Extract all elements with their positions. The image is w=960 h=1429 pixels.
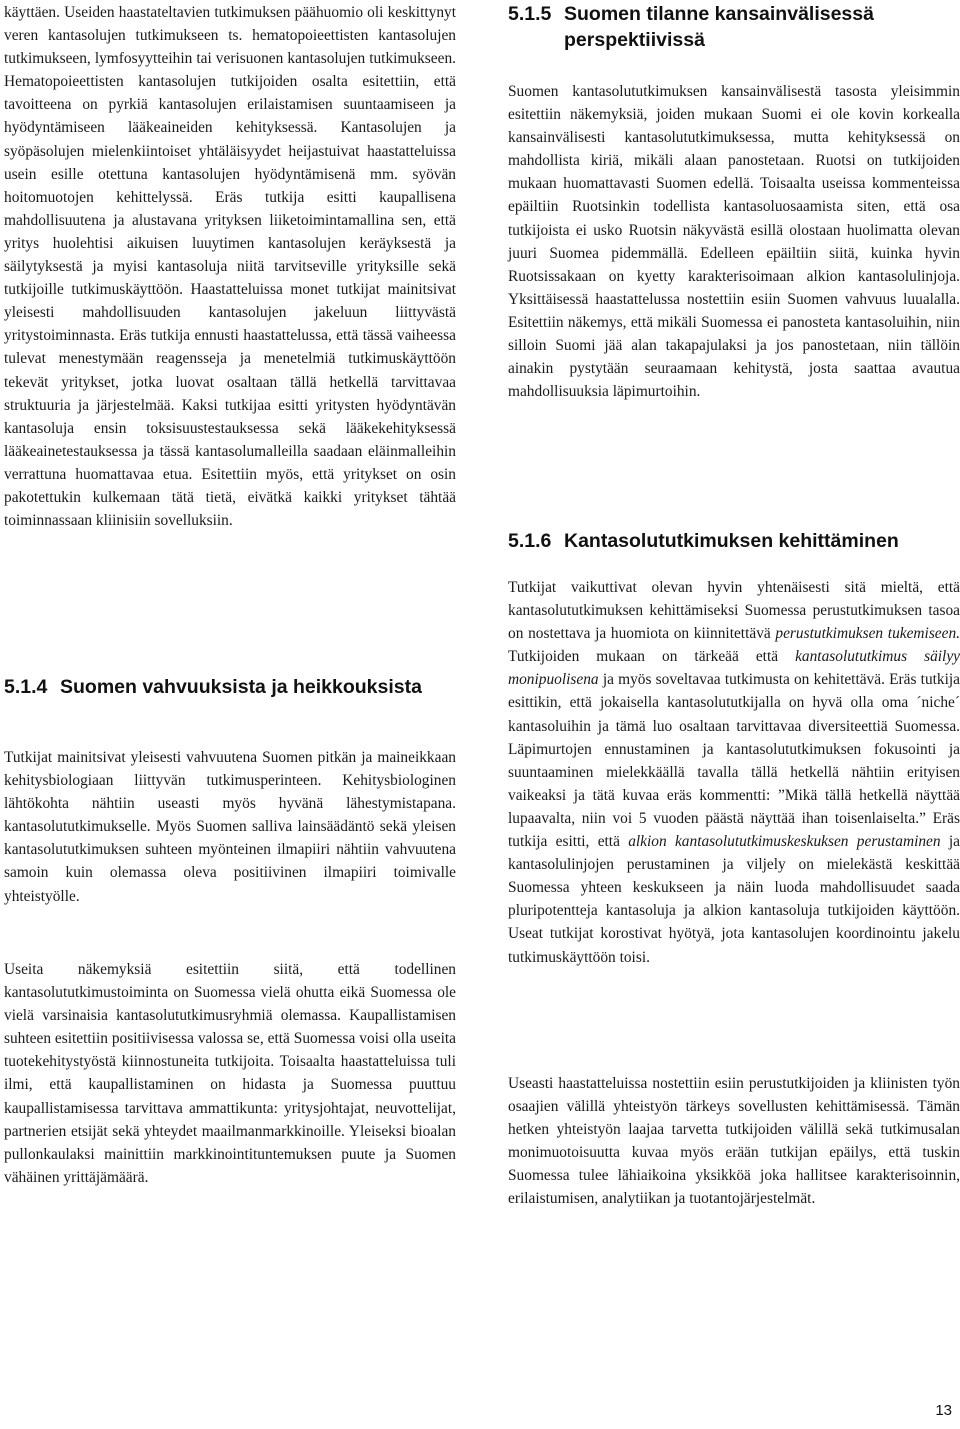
text-run: Tutkijat vaikuttivat olevan hyvin yhtenäisesti sitä mieltä, että kantasolututkimuksen kehittämiseksi Suomessa perustutkimuksen tasoa on nostettava ja huomiota on kiinnitettävä [508, 579, 960, 643]
section-heading-5-1-5 [508, 1, 960, 53]
emphasis-basic-research-support: perustutkimuksen tukemiseen. [775, 625, 960, 643]
paragraph-finland-weaknesses: Useita näkemyksiä esitettiin siitä, että todellinen kantasolututkimustoiminta on Suomessa vielä ohutta eikä Suomessa ole vielä varsinaisia kantasolututkimusryhmiä olemassa. Kaupallistamisen suhteen esitettiin positiivisessa valossa se, että Suomessa voisi olla useita tuotekehitystyöstä kiinnostuneita tutkijoita. Toisaalta haastatteluissa tuli ilmi, että kaupallistaminen on hidasta ja Suomessa puuttuu kaupallistamisessa tarvittava ammattikunta: yritysjohtajat, neuvottelijat, partnerien etsijät sekä yhteydet maailmanmarkkinoille. Yleiseksi bioalan pullonkaulaksi mainittiin markkinointituntemuksen puute ja Suomen vähäinen yrittäjämäärä. [4, 961, 456, 1186]
section-number: 5.1.6 [508, 530, 552, 552]
section-title: Suomen vahvuuksista ja heikkouksista [60, 676, 422, 698]
section-number: 5.1.4 [4, 676, 48, 698]
emphasis-diverse-research: kantasolututkimus säilyy monipuolisena [508, 648, 960, 689]
text-run: ja myös soveltavaa tutkimusta on kehitettävä. Eräs tutkija esittikin, että jokaisella kantasolututkijalla on hyvä olla oma ´niche´ kantasoluihin ja tämä luo osaltaan tarvittavaa diversiteettiä Suomessa. Läpimurtojen ennustaminen ja kantasolututkimuksen fokusointi ja suuntaaminen mielekkäällä tavalla tällä hetkellä nähtiin erityisen vaikeaksi ja tätä kuvaa eräs kommentti: ”Mikä tällä hetkellä näyttää lupaavalta, niin voi 5 vuoden päästä näyttää ihan toisenlaiselta.” Eräs tutkija esitti, että [508, 671, 960, 851]
paragraph-research-development [508, 576, 960, 969]
section-heading-5-1-4 [4, 674, 456, 700]
page-number: 13 [935, 1402, 952, 1419]
emphasis-research-center: alkion kantasolututkimuskeskuksen perustaminen [628, 833, 941, 851]
text-run: Tutkijoiden mukaan on tärkeää että [508, 648, 796, 666]
section-title: Kantasolututkimuksen kehittäminen [564, 530, 899, 552]
section-number: 5.1.5 [508, 3, 552, 25]
paragraph-international-perspective: Suomen kantasolututkimuksen kansainvälisestä tasosta yleisimmin esitettiin näkemyksiä, joiden mukaan Suomi ei ole kovin korkealla kansainvälisesti kantasolututkimuksessa, mutta kehityksessä on mahdollista kiriä, mikäli alaan panostetaan. Ruotsi on tutkijoiden mukaan huomattavasti Suomen edellä. Toisaalta useissa kommenteissa epäiltiin Ruotsinkin todellista kantasoluosaamista siten, että osa tutkijoista ei usko Ruotsin näkyvästä esillä olostaan huolimatta olevan juuri Suomea pidemmällä. Edelleen epäiltiin siitä, kuinka hyvin Ruotsissakaan on kyetty karakterisoimaan alkion kantasolulinjoja. Yksittäisessä haastattelussa nostettiin esiin Suomen vahvuus luualalla. Esitettiin näkemys, että mikäli Suomessa ei panosteta kantasoluihin, niin silloin Suomi jää alan takapajulaksi ja jos panostetaan, niin tällöin ainakin pystytään seuraamaan kehitystä, josta saattaa avautua mahdollisuuksia läpimurtoihin. [508, 83, 960, 401]
section-heading-5-1-6 [508, 528, 960, 554]
text-run: ja kantasolulinjojen perustaminen ja viljely on mielekästä keskittää Suomessa yhteen keskukseen ja näin luoda mahdollisuudet saada pluripotentteja kantasoluja ja alkion kantasoluja tutkijoiden käyttöön. Useat tutkijat korostivat hyötyä, jota kantasolujen koordinointu jakelu tutkimuskäyttöön toisi. [508, 833, 960, 966]
paragraph-stem-cell-research-focus: käyttäen. Useiden haastateltavien tutkimuksen päähuomio oli keskittynyt veren kantasolujen tutkimukseen ts. hematopoieettisten kantasolujen tutkimukseen, lymfosyytteihin tai verisuonen kantasolujen tutkimukseen. Hematopoieettisten kantasolujen tutkijoiden osalta esitettiin, että tavoitteena on pyrkiä kantasolujen erilaistamisen suuntaamiseen ja hyödyntämiseen lääkeaineiden kehityksessä. Kantasolujen ja syöpäsolujen mielenkiintoiset yhtäläisyydet heijastuivat haastatteluissa usein esille otettuna kantasolujen hyödyntämisenä mm. syövän hoitomuotojen kehittelyssä. Eräs tutkija esitti kaupallisena mahdollisuutena ja alustavana yrityksen liiketoimintamallina sen, että yritys huolehtisi aikuisen luuytimen kantasolujen keräyksestä ja säilytyksestä ja myisi kantasoluja niitä tarvitseville yrityksille sekä tutkijoille tutkimuskäyttöön. Haastatteluissa monet tutkijat mainitsivat yleisesti mahdollisuuden kantasolujen jakeluun liittyvästä yritystoiminnasta. Eräs tutkija ennusti haastattelussa, että tässä vaiheessa tulevat menestymään reagensseja ja menetelmiä tutkimuskäyttöön tekevät yritykset, jotka luovat osaltaan tällä hetkellä tarvittavaa struktuuria ja järjestelmää. Kaksi tutkijaa esitti yritysten hyödyntävän kantasoluja ensin toksisuustestauksessa sekä lääkekehityksessä lääkeainetestauksessa ja tässä kantasolumalleilla saadaan eläinmalleihin verrattuna huomattavaa etua. Esitettiin myös, että yritykset on osin pakotettukin kulkemaan tätä tietä, eivätkä kaikki yritykset tähtää toiminnassaan kliinisiin sovelluksiin. [4, 4, 456, 530]
section-title: Suomen tilanne kansainvälisessä perspektiivissä [564, 3, 874, 51]
paragraph-cooperation: Useasti haastatteluissa nostettiin esiin perustutkijoiden ja kliinisten työn osaajien välillä yhteistyön tärkeys sovellusten kehittämisessä. Tämän hetken yhteistyön laajaa tarvetta tutkijoiden välillä sekä tutkimusalan monimuotoisuutta kuvaa myös erään tutkijan epäilys, että tuskin Suomessa tulee lähiaikoina yksikköä joka hallitsee karakterisoinnin, erilaistumisen, analytiikan ja tuotantojärjestelmät. [508, 1075, 960, 1208]
paragraph-finland-strengths: Tutkijat mainitsivat yleisesti vahvuutena Suomen pitkän ja maineikkaan kehitysbiologiaan liittyvän tutkimusperinteen. Kehitysbiologinen lähtökohta nähtiin useasti myös hyvänä lähestymistapana. kantasolututkimukselle. Myös Suomen salliva lainsäädäntö sekä yleisen kantasolututkimuksen suhteen myönteinen ilmapiiri nähtiin vahvuutena samoin kuin olemassa oleva positiivinen ilmapiiri toimivalle yhteistyölle. [4, 749, 456, 905]
